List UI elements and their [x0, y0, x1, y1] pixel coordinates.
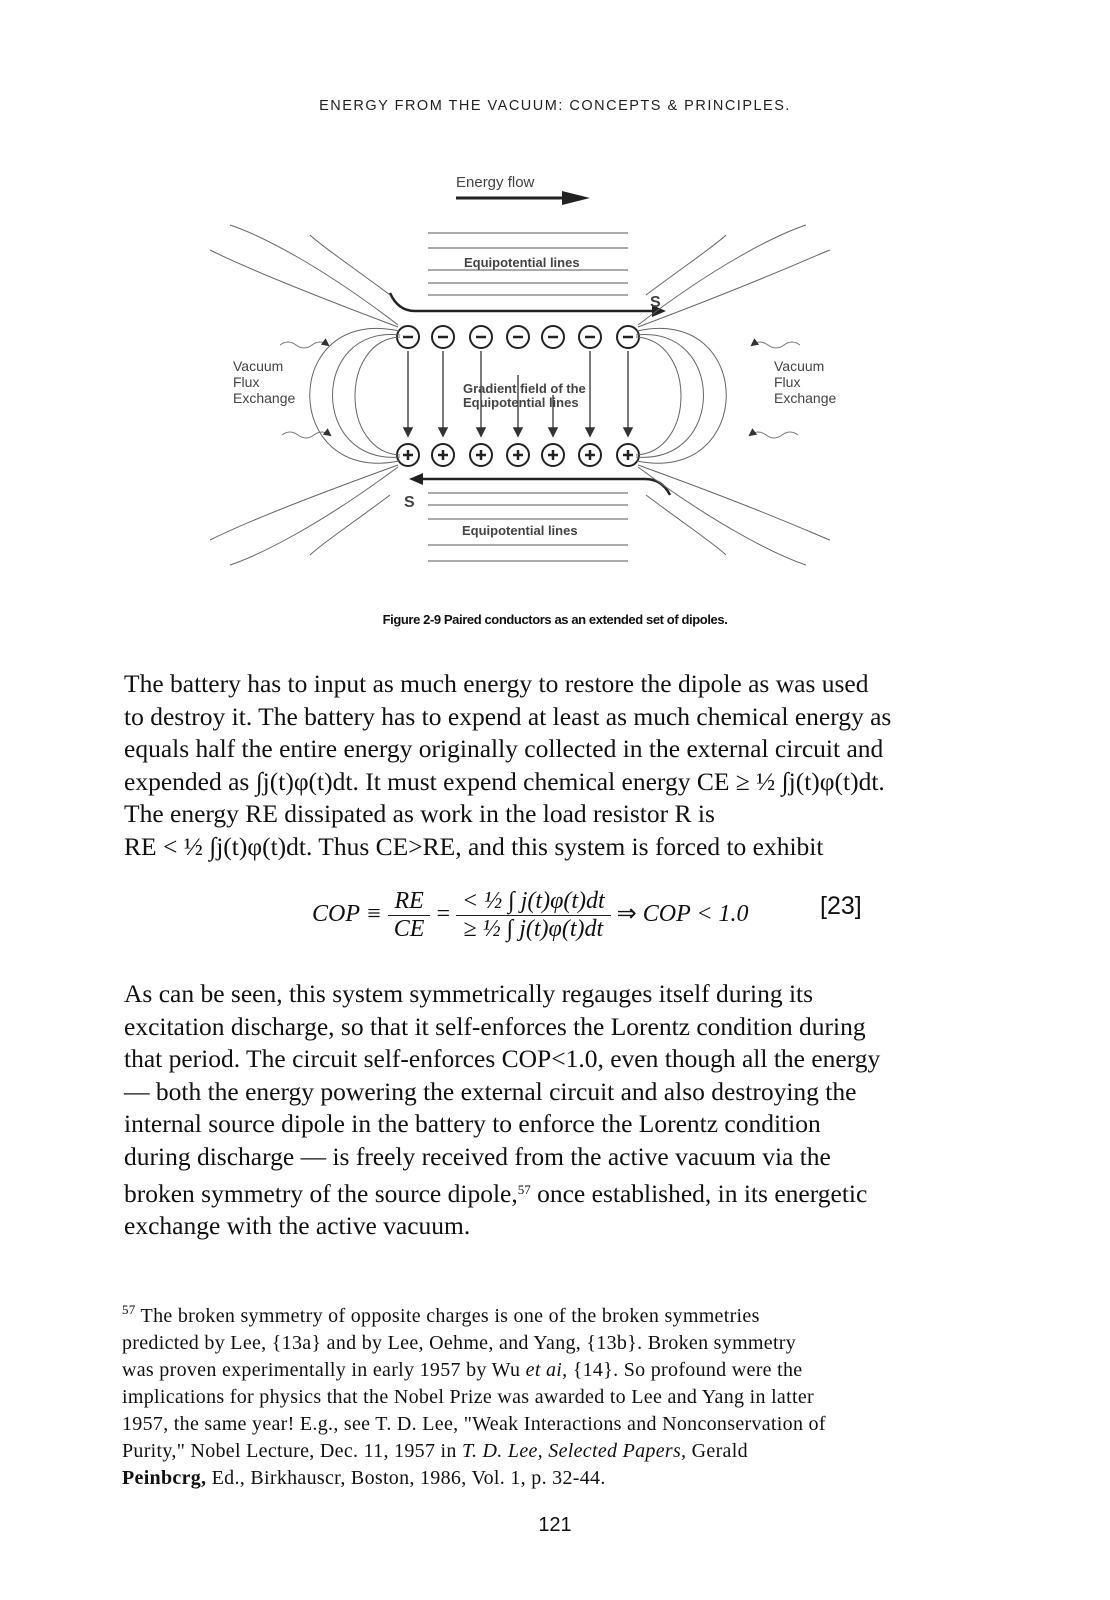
text-line: The energy RE dissipated as work in the load resistor R is — [124, 799, 715, 829]
page-number: 121 — [538, 1514, 572, 1536]
equipotential-bottom-label: Equipotential lines — [462, 523, 578, 538]
vacuum-left-3: Exchange — [233, 390, 296, 406]
eq-rhs: COP < 1.0 — [642, 901, 749, 928]
vacuum-left-2: Flux — [233, 374, 260, 390]
vacuum-left-1: Vacuum — [233, 358, 284, 374]
footnote-marker: 57 — [122, 1302, 136, 1317]
running-header: ENERGY FROM THE VACUUM: CONCEPTS & PRINCIPLES. — [319, 98, 791, 114]
equation-23 — [312, 888, 872, 958]
eq-lhs: COP ≡ — [312, 901, 382, 928]
text-line: equals half the entire energy originally collected in the external circuit and — [124, 734, 884, 764]
eq-equals: = — [436, 901, 450, 928]
vacuum-right-3: Exchange — [774, 390, 837, 406]
text-line: excitation discharge, so that it self-enforces the Lorentz condition during — [124, 1011, 866, 1041]
text-line: RE < ½ ∫j(t)φ(t)dt. Thus CE>RE, and this system is forced to exhibit — [124, 831, 824, 861]
energy-flow-arrowhead — [562, 191, 590, 205]
figure-caption: Figure 2-9 Paired conductors as an extended set of dipoles. — [382, 612, 728, 627]
dipole-diagram — [200, 165, 880, 595]
eq-implies: ⇒ — [616, 901, 637, 928]
dipole-figure — [200, 165, 880, 595]
text-line: exchange with the active vacuum. — [124, 1211, 471, 1241]
text-line: to destroy it. The battery has to expend at least as much chemical energy as — [124, 701, 892, 731]
equipotential-top-label: Equipotential lines — [464, 255, 580, 270]
eq-frac2-den: ≥ ½ ∫ j(t)φ(t)dt — [463, 916, 604, 942]
text-line: The battery has to input as much energy to restore the dipole as was used — [124, 669, 869, 698]
eq-frac1-num: RE — [388, 888, 431, 916]
text-line: during discharge — is freely received from the active vacuum via the — [124, 1141, 831, 1171]
energy-flow-label: Energy flow — [456, 174, 535, 191]
s-top-label: S — [650, 294, 661, 311]
eq-fraction-2 — [456, 888, 611, 943]
eq-fraction-1 — [388, 888, 431, 943]
vacuum-right-2: Flux — [774, 374, 801, 390]
eq-frac2-num: < ½ ∫ j(t)φ(t)dt — [456, 888, 611, 916]
text-line: that period. The circuit self-enforces COP<1.0, even though all the energy — [124, 1044, 881, 1074]
gradient-label-1: Gradient field of the — [463, 381, 586, 396]
eq-frac1-den: CE — [393, 916, 425, 942]
footnote-ref-57[interactable]: 57 — [517, 1181, 531, 1197]
vacuum-right-1: Vacuum — [774, 358, 825, 374]
text-line: broken symmetry of the source dipole,$^{57}$ once established, in its energetic — [124, 1178, 868, 1208]
text-line: As can be seen, this system symmetrically regauges itself during its — [124, 979, 814, 1008]
paragraph-1 — [124, 668, 1004, 864]
text-line: internal source dipole in the battery to enforce the Lorentz condition — [124, 1109, 821, 1139]
footnote-57: $^{57}$ The broken symmetry of opposite charges is one of the broken symmetries predicted by Lee, {13a} and by Lee, Oehme, and Yang, {13b}. Broken symmetry was proven experimentally in early 1957 by Wu et ai, {14}. So profound were the implications for physics that the Nobel Prize was awarded to Lee and Yang in latter 1957, the same year! E.g., see T. D. Lee, "Weak Interactions and Nonconservation of Purity," Nobel Lecture, Dec. 11, 1957 in T. D. Lee, Selected Papers, Gerald Peinbcrg, Ed., Birkhauscr, Boston, 1986, Vol. 1, p. 32-44. — [122, 1302, 826, 1489]
equation-number: [23] — [820, 892, 862, 920]
text-line: — both the energy powering the external circuit and also destroying the — [124, 1076, 857, 1106]
gradient-label-2: Equipotential lines — [463, 395, 579, 410]
text-line: expended as ∫j(t)φ(t)dt. It must expend chemical energy CE ≥ ½ ∫j(t)φ(t)dt. — [124, 766, 885, 796]
paragraph-2 — [124, 978, 1004, 1243]
top-conductor — [390, 293, 660, 311]
s-bottom-label: S — [404, 494, 415, 511]
